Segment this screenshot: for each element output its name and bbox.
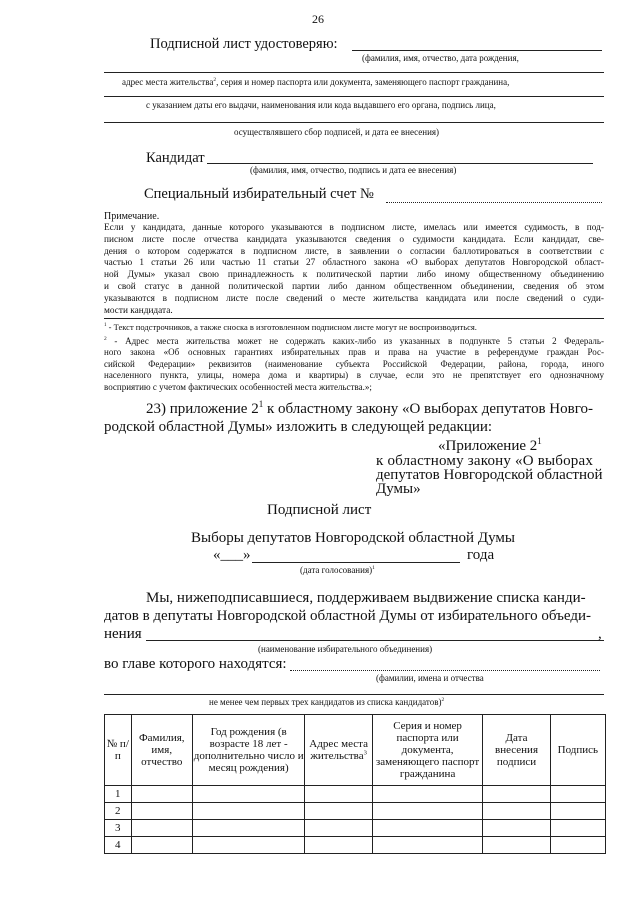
cell-birth-year[interactable] <box>192 803 304 820</box>
row-number: 1 <box>105 786 132 803</box>
amendment-line-2: родской областной Думы» изложить в следующей редакции: <box>104 419 493 435</box>
certify-line <box>352 50 602 51</box>
appendix-line-3: депутатов Новгородской областной <box>376 467 603 483</box>
note-line: мости кандидата. <box>104 305 173 316</box>
note-line: и свой статус в данной политической партии либо данном общественном объединении, сведения об этом <box>104 281 604 292</box>
col-name: Фамилия, имя, отчество <box>131 715 192 786</box>
col-birth-year: Год рождения (в возрасте 18 лет - дополнительно число и месяц рождения) <box>192 715 304 786</box>
table-header-row <box>105 715 606 786</box>
footnote-2-line: ного закона «Об основных гарантиях избирательных прав и права на участие в референдуме граждан Рос- <box>104 347 604 358</box>
certify-hint-1: (фамилия, имя, отчество, дата рождения, <box>362 53 519 63</box>
cell-date[interactable] <box>483 803 550 820</box>
cell-signature[interactable] <box>550 786 605 803</box>
election-title: Выборы депутатов Новгородской областной Думы <box>191 530 515 546</box>
cell-name[interactable] <box>131 820 192 837</box>
association-hint: (наименование избирательного объединения) <box>258 644 433 654</box>
candidate-hint: (фамилия, имя, отчество, подпись и дата ее внесения) <box>250 165 457 175</box>
note-line: дения о котором содержатся в подписном листе, в заявлении о согласии баллотироваться в соответствии с <box>104 246 604 257</box>
cell-signature[interactable] <box>550 803 605 820</box>
head-line-2 <box>104 694 604 695</box>
footnote-2-line: сийской Федерации» реквизитов (наименование субъекта Российской Федерации, района, города, иного <box>104 358 604 369</box>
vote-date-line <box>252 562 460 563</box>
cell-signature[interactable] <box>550 820 605 837</box>
certify-line-2 <box>104 72 604 73</box>
row-number: 2 <box>105 803 132 820</box>
cell-passport[interactable] <box>372 820 482 837</box>
support-line-2: датов в депутаты Новгородской областной Думы от избирательного объеди- <box>104 608 591 624</box>
table-row <box>105 837 606 854</box>
vote-date-year: года <box>467 547 495 563</box>
footnote-1: $^1$ - Текст подстрочников, а также сноска в изготовленном подписном листе могут не воспроизводиться. <box>104 322 477 332</box>
col-address: Адрес места жительства$^3$ <box>305 715 372 786</box>
table-row <box>105 803 606 820</box>
note-line: указываются в подписном листе после сведений о месте жительства кандидата или после сведений о суди- <box>104 293 604 304</box>
footnote-2-line: восприятию с учетом фактических особенностей места жительства.»; <box>104 381 372 392</box>
col-passport: Серия и номер паспорта или документа, заменяющего паспорт гражданина <box>372 715 482 786</box>
col-signature: Подпись <box>550 715 605 786</box>
head-line <box>290 670 600 671</box>
note-line: частью 1 статьи 26 или частью 11 статьи 27 областного закона «О выборах депутатов Новгородской област- <box>104 258 604 269</box>
vote-date-open: «___» <box>213 547 251 563</box>
footnote-2-line: $^2$ - Адрес места жительства может не содержать каких-либо из указанных в подпункте 5 статьи 2 Федераль- <box>104 336 604 346</box>
certify-hint-3: с указанием даты его выдачи, наименования или кода выдавшего его органа, подпись лица, <box>146 100 496 110</box>
cell-birth-year[interactable] <box>192 786 304 803</box>
candidate-label: Кандидат <box>146 150 205 166</box>
footnote-2 <box>104 336 604 393</box>
cell-date[interactable] <box>483 820 550 837</box>
row-number: 4 <box>105 837 132 854</box>
col-number: № п/п <box>105 715 132 786</box>
table-row <box>105 786 606 803</box>
note-title: Примечание. <box>104 211 160 222</box>
appendix-line-2: к областному закону «О выборах <box>376 453 594 469</box>
vote-date-hint: (дата голосования)$^1$ <box>300 565 375 575</box>
cell-name[interactable] <box>131 786 192 803</box>
cell-passport[interactable] <box>372 803 482 820</box>
col-date: Дата внесения подписи <box>483 715 550 786</box>
cell-passport[interactable] <box>372 837 482 854</box>
note-line: писном листе после отчества кандидата указываются сведения о судимости кандидата. Если кандидат, све- <box>104 234 604 245</box>
cell-name[interactable] <box>131 837 192 854</box>
footnote-2-line: населенного пункта, улицы, номера дома и квартиры) в случае, если это не препятствует его однозначному <box>104 370 604 381</box>
appendix-line-4: Думы» <box>376 481 421 497</box>
certify-line-3 <box>104 96 604 97</box>
cell-passport[interactable] <box>372 786 482 803</box>
cell-address[interactable] <box>305 837 372 854</box>
account-line <box>386 202 602 203</box>
cell-date[interactable] <box>483 786 550 803</box>
head-label: во главе которого находятся: <box>104 656 287 672</box>
head-hint: (фамилии, имена и отчества <box>376 673 484 683</box>
cell-address[interactable] <box>305 803 372 820</box>
cell-name[interactable] <box>131 803 192 820</box>
cell-birth-year[interactable] <box>192 837 304 854</box>
cell-address[interactable] <box>305 786 372 803</box>
tail-hint: не менее чем первых трех кандидатов из списка кандидатов)$^2$ <box>209 697 445 707</box>
certify-hint-4: осуществлявшего сбор подписей, и дата ее внесения) <box>234 127 440 137</box>
cell-birth-year[interactable] <box>192 820 304 837</box>
note-line: Если у кандидата, данные которого указываются в подписном листе, имелась или имеется судимость, в под- <box>104 223 604 233</box>
page-number: 26 <box>312 12 324 26</box>
amendment-line-1: 23) приложение $2^1$ к областному закону «О выборах депутатов Новго- <box>146 399 593 417</box>
cell-signature[interactable] <box>550 837 605 854</box>
row-number: 3 <box>105 820 132 837</box>
note-line: ной Думы» указал свою принадлежность к политической партии либо иному общественному объединению <box>104 270 604 281</box>
association-line <box>146 640 604 641</box>
appendix-line-1: «Приложение $2^1$ <box>438 436 542 454</box>
signature-table <box>104 714 606 854</box>
note-text <box>104 223 604 317</box>
certify-hint-2: адрес места жительства$^2$, серия и номер паспорта или документа, заменяющего паспорт гражданина, <box>122 77 510 87</box>
support-line-3: нения <box>104 626 142 642</box>
note-divider <box>104 318 604 319</box>
sheet-title: Подписной лист <box>267 502 372 518</box>
candidate-line <box>207 163 593 164</box>
support-line-1: Мы, нижеподписавшиеся, поддерживаем выдвижение списка канди- <box>146 590 586 606</box>
table-row <box>105 820 606 837</box>
certify-label: Подписной лист удостоверяю: <box>150 36 338 52</box>
cell-date[interactable] <box>483 837 550 854</box>
account-label: Специальный избирательный счет № <box>144 186 374 202</box>
support-line-3-end: , <box>598 626 602 642</box>
certify-line-4 <box>104 122 604 123</box>
cell-address[interactable] <box>305 820 372 837</box>
